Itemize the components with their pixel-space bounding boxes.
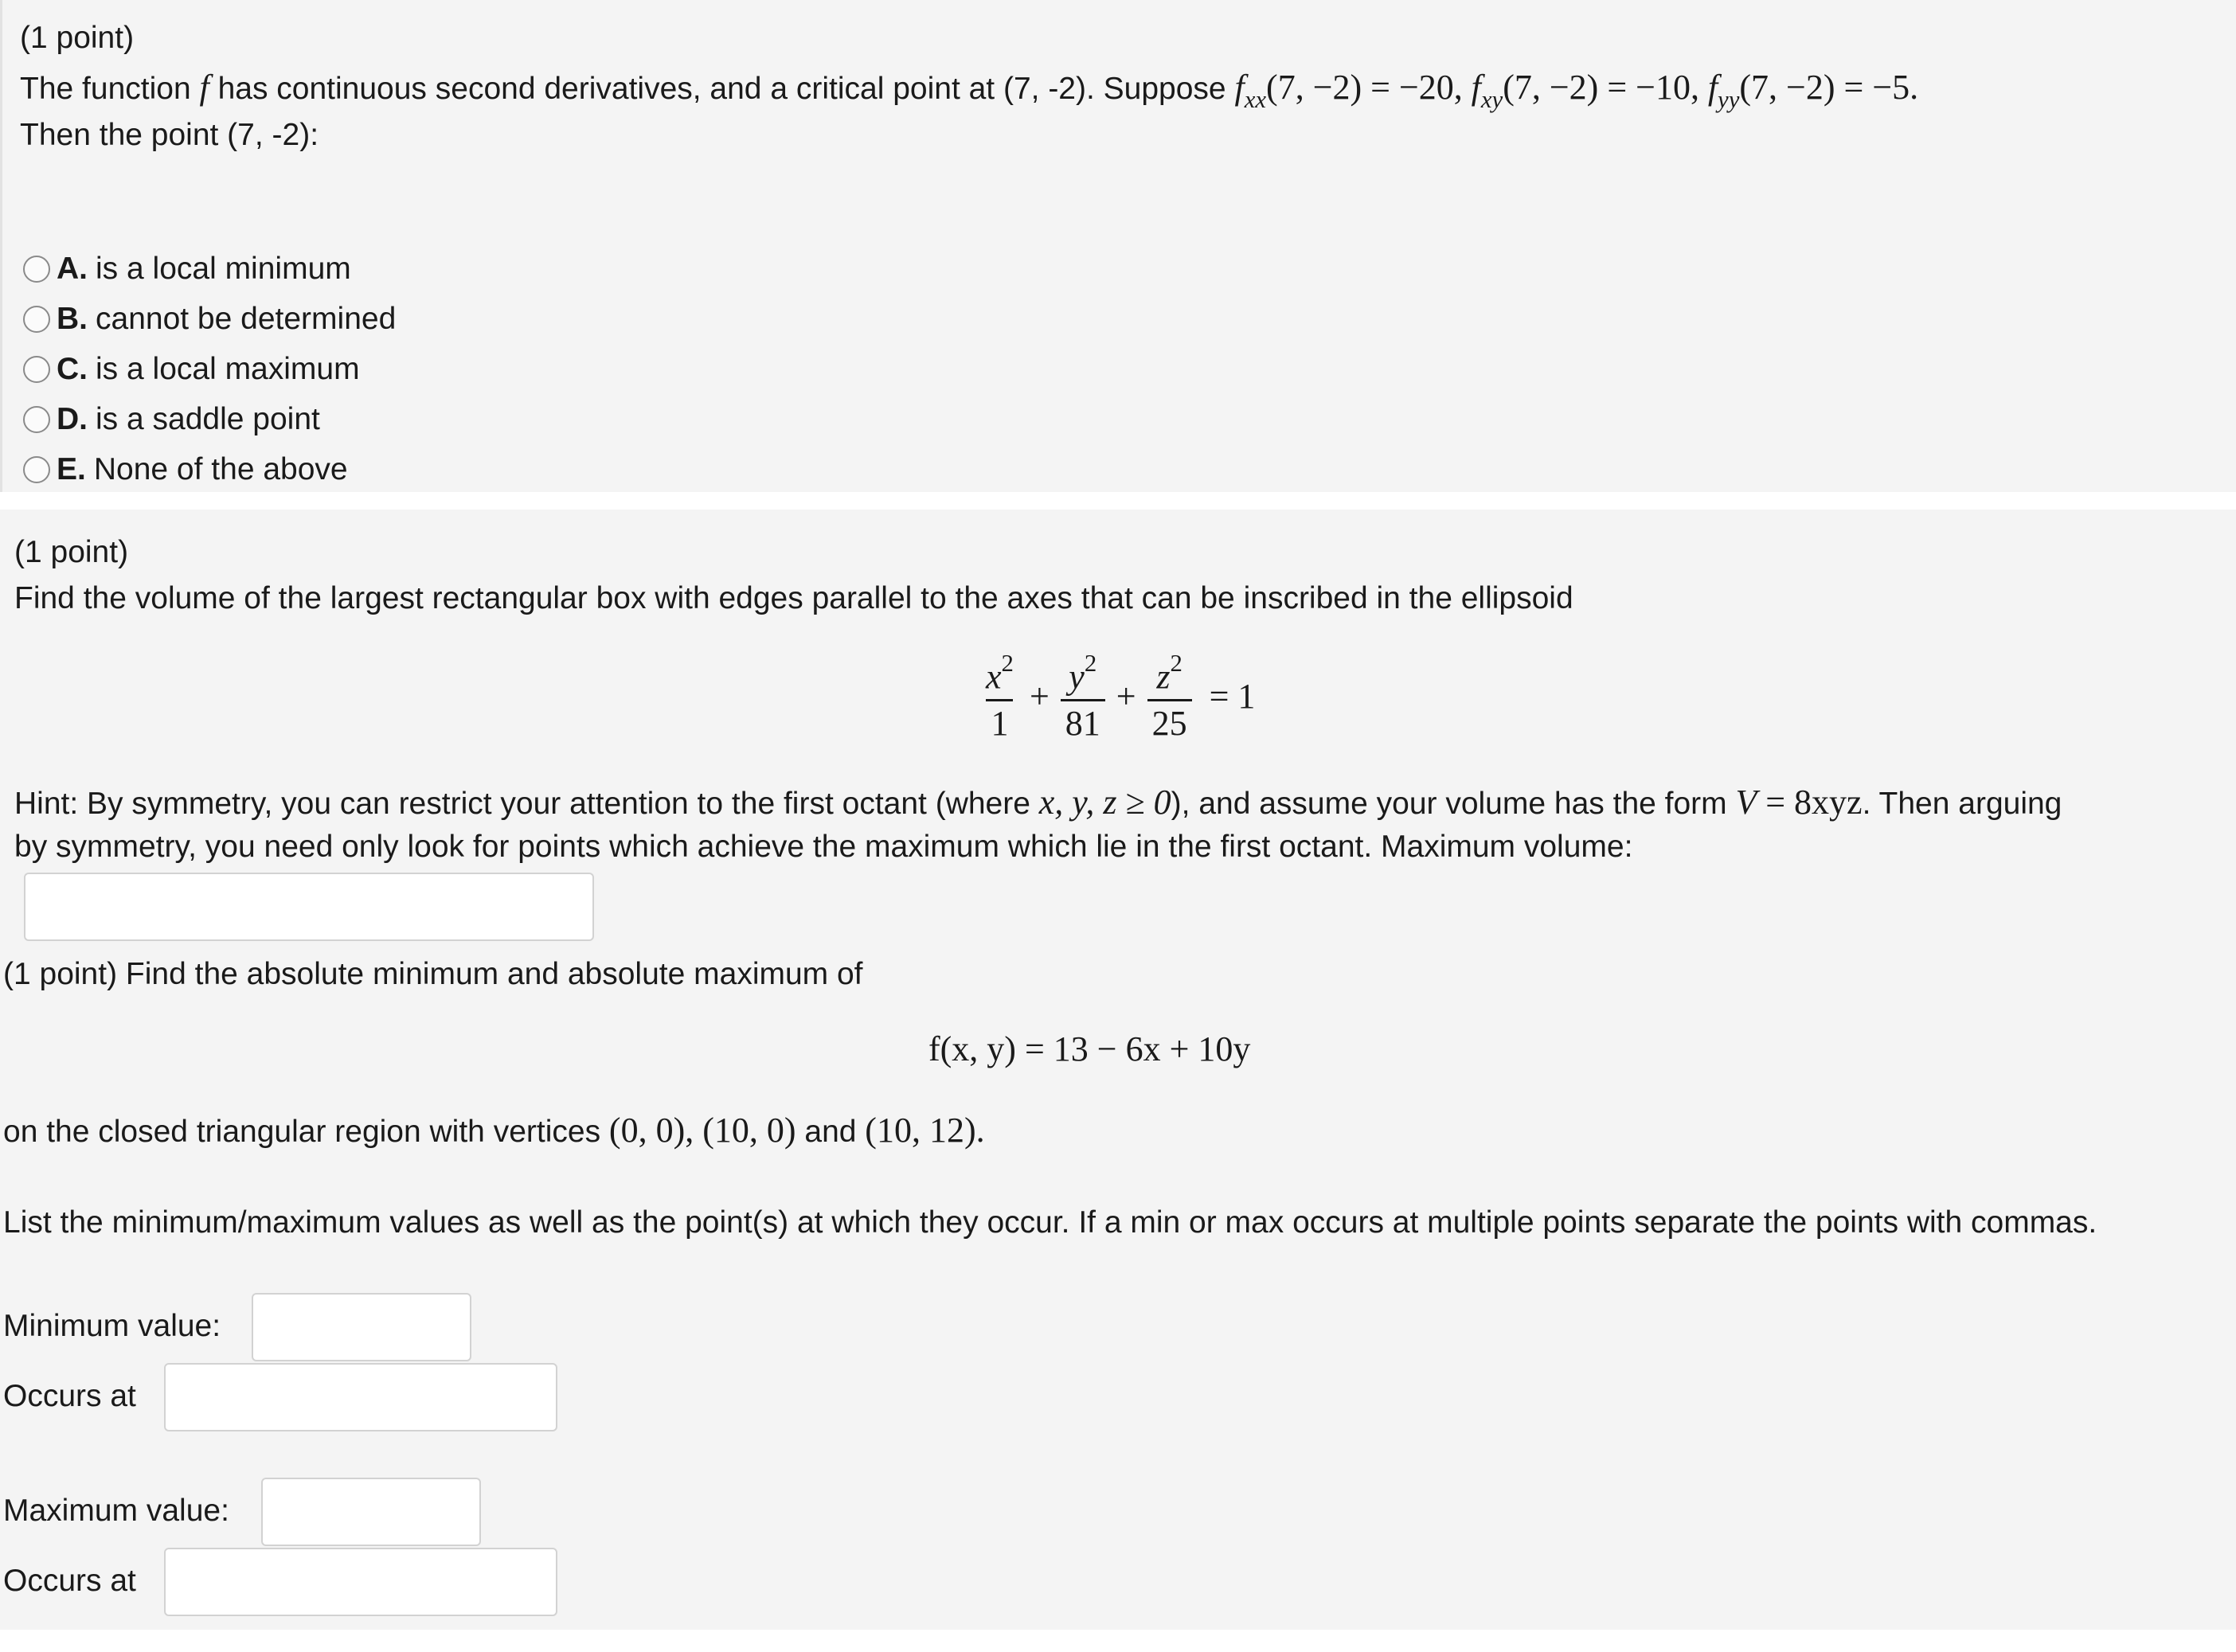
hint-line-2: by symmetry, you need only look for points which achieve the maximum which lie in the first octant. Maximum volume: bbox=[14, 830, 1633, 864]
problem-1-points: (1 point) bbox=[20, 21, 135, 55]
hint-vars: x, y, z ≥ 0 bbox=[1038, 783, 1171, 822]
hint-line-1: Hint: By symmetry, you can restrict your attention to the first octant (where x, y, z ≥ 0), and assume your volume has the form V = 8xyz. Then arguing bbox=[14, 783, 2062, 822]
x-fraction: $\frac{x^2}{1}$ bbox=[986, 650, 1014, 743]
statement-has: has continuous second derivatives, and a critical point at (7, -2). Suppose bbox=[217, 72, 1226, 106]
max-volume-input[interactable] bbox=[24, 873, 594, 941]
max-value-input[interactable] bbox=[261, 1478, 481, 1546]
problem-2-points: (1 point) bbox=[14, 535, 129, 569]
choice-c[interactable] bbox=[23, 350, 360, 389]
statement-intro: The function bbox=[20, 72, 191, 106]
function-expression: f(x, y) = 13 − 6x + 10y bbox=[928, 1029, 1251, 1068]
equation-rhs: = 1 bbox=[1209, 677, 1256, 717]
choice-a[interactable] bbox=[23, 250, 351, 289]
choice-d-letter: D. bbox=[57, 402, 88, 436]
min-occurs-label: Occurs at bbox=[3, 1379, 136, 1413]
choice-b-letter: B. bbox=[57, 302, 88, 336]
problem-1-then: Then the point (7, -2): bbox=[20, 118, 319, 152]
problem-2-question: Find the volume of the largest rectangular box with edges parallel to the axes that can be inscribed in the ellipsoid bbox=[14, 581, 1573, 615]
radio-e[interactable] bbox=[23, 456, 50, 483]
instructions: List the minimum/maximum values as well as the point(s) at which they occur. If a min or max occurs at multiple points separate the points with commas. bbox=[3, 1205, 2097, 1240]
choice-c-text: is a local maximum bbox=[96, 352, 360, 386]
choice-c-letter: C. bbox=[57, 352, 88, 386]
z-fraction: $\frac{z^2}{25}$ bbox=[1147, 650, 1192, 744]
vertices-1-2: (0, 0), (10, 0) bbox=[608, 1111, 796, 1150]
problem-1-statement bbox=[20, 65, 1918, 115]
choice-d[interactable] bbox=[23, 400, 320, 439]
fxy-expression: $f_{xy}(7$, −2) = −10, bbox=[1471, 68, 1699, 113]
problem-2-panel bbox=[0, 510, 2236, 949]
hint-formula: = 8xyz bbox=[1765, 783, 1863, 822]
fyy-expression: $f_{yy}(7$, −2) = −5. bbox=[1707, 68, 1919, 113]
max-occurs-input[interactable] bbox=[164, 1548, 557, 1616]
region-description: on the closed triangular region with vertices (0, 0), (10, 0) and (10, 12). bbox=[3, 1111, 985, 1150]
ellipsoid-equation bbox=[970, 650, 1255, 744]
radio-a[interactable] bbox=[23, 256, 50, 283]
choice-e-text: None of the above bbox=[93, 452, 348, 486]
max-value-label: Maximum value: bbox=[3, 1494, 229, 1528]
radio-b[interactable] bbox=[23, 306, 50, 333]
plus-1: + bbox=[1029, 677, 1050, 717]
choice-b-text: cannot be determined bbox=[96, 302, 397, 336]
max-occurs-label: Occurs at bbox=[3, 1564, 136, 1598]
choice-a-text: is a local minimum bbox=[96, 252, 351, 286]
radio-c[interactable] bbox=[23, 356, 50, 383]
radio-d[interactable] bbox=[23, 406, 50, 433]
min-value-input[interactable] bbox=[252, 1293, 471, 1361]
f-symbol: f bbox=[199, 68, 209, 107]
problem-1-panel bbox=[0, 0, 2236, 492]
min-occurs-input[interactable] bbox=[164, 1363, 557, 1431]
plus-2: + bbox=[1116, 677, 1136, 717]
vertex-3: (10, 12). bbox=[865, 1111, 985, 1150]
y-fraction: $\frac{y^2}{81}$ bbox=[1061, 650, 1105, 744]
hint-v: V bbox=[1735, 783, 1757, 822]
choice-a-letter: A. bbox=[57, 252, 88, 286]
choice-d-text: is a saddle point bbox=[96, 402, 320, 436]
choice-e[interactable] bbox=[23, 451, 348, 490]
min-value-label: Minimum value: bbox=[3, 1309, 221, 1343]
fxx-expression: $f_{xx}(7$, −2) = −20, bbox=[1234, 68, 1463, 113]
problem-3-heading: (1 point) Find the absolute minimum and absolute maximum of bbox=[3, 957, 863, 991]
choice-e-letter: E. bbox=[57, 452, 86, 486]
choice-b[interactable] bbox=[23, 300, 396, 339]
problem-3-panel bbox=[0, 949, 2236, 1630]
